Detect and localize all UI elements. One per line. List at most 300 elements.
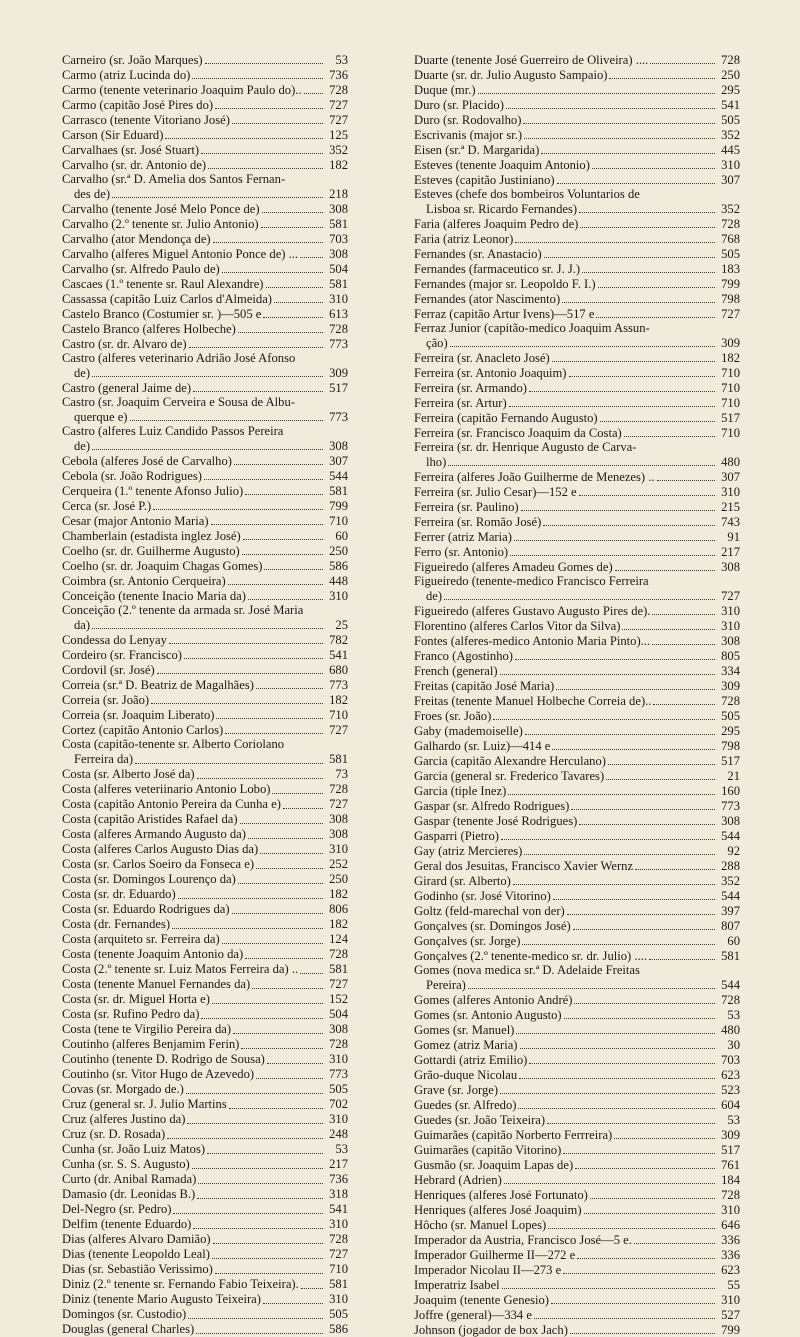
entry-text: Costa (sr. Rufino Pedro da) bbox=[62, 1007, 200, 1022]
page-number: 710 bbox=[721, 396, 740, 411]
dot-leader bbox=[649, 945, 715, 960]
dot-leader bbox=[548, 1214, 715, 1229]
dot-leader bbox=[657, 466, 715, 481]
page-number: 727 bbox=[329, 723, 348, 738]
entry-text-continuation: querque e) bbox=[74, 410, 128, 425]
dot-leader bbox=[518, 1094, 715, 1109]
entry-text: Gomes (sr. Antonio Augusto) bbox=[414, 1008, 562, 1023]
page-number: 623 bbox=[721, 1068, 740, 1083]
entry-text: Costa (alferes Armando Augusto da) bbox=[62, 827, 246, 842]
entry-text: Fernandes (major sr. Leopoldo F. I.) bbox=[414, 277, 596, 291]
entry-text: Diniz (tenente Mario Augusto Teixeira) bbox=[62, 1292, 261, 1307]
entry-text: Ferreira (sr. Francisco Joaquim da Costa) bbox=[414, 426, 622, 441]
entry-text: Correia (sr. Joaquim Liberato) bbox=[62, 708, 215, 723]
entry-text: Dias (alferes Alvaro Damião) bbox=[62, 1232, 211, 1247]
page-number: 768 bbox=[721, 232, 740, 246]
dot-leader bbox=[579, 198, 715, 213]
dot-leader bbox=[172, 914, 323, 929]
dot-leader bbox=[232, 899, 323, 914]
page-number: 336 bbox=[721, 1248, 740, 1263]
entry-line bbox=[62, 1322, 348, 1337]
entry-text: French (general) bbox=[414, 664, 498, 679]
entry-text: Coutinho (alferes Benjamim Ferin) bbox=[62, 1037, 240, 1052]
page-number: 727 bbox=[721, 307, 740, 321]
entry-text: Esteves (chefe dos bombeiros Voluntarios de bbox=[414, 187, 640, 201]
page-number: 397 bbox=[721, 904, 740, 919]
entry-text: Ferraz Junior (capitão-medico Joaquim Assun- bbox=[414, 321, 650, 336]
dot-leader bbox=[215, 1259, 323, 1274]
entry-text: Gusmão (sr. Joaquim Lapas de) bbox=[414, 1158, 574, 1173]
page-number: 710 bbox=[721, 366, 740, 381]
entry-text: Ferreira (sr. Antonio Joaquim) bbox=[414, 366, 567, 381]
dot-leader bbox=[513, 870, 715, 885]
page-number: 505 bbox=[721, 112, 740, 127]
dot-leader bbox=[598, 273, 715, 288]
page-number: 703 bbox=[721, 1053, 740, 1068]
page-number: 727 bbox=[329, 112, 348, 127]
entry-text: Coutinho (sr. Vitor Hugo de Azevedo) bbox=[62, 1067, 255, 1082]
entry-text: Girard (sr. Alberto) bbox=[414, 874, 511, 889]
entry-text: Cordeiro (sr. Francisco) bbox=[62, 648, 182, 663]
page-number: 336 bbox=[721, 1233, 740, 1248]
dot-leader bbox=[216, 704, 323, 719]
page-number: 773 bbox=[329, 1067, 348, 1082]
entry-text: Costa (alferes veteriinario Antonio Lobo) bbox=[62, 782, 271, 797]
page-number: 53 bbox=[727, 1008, 740, 1023]
entry-text: Conceição (tenente Inacio Maria da) bbox=[62, 589, 246, 604]
entry-text: Florentino (alferes Carlos Vitor da Silva) bbox=[414, 619, 621, 634]
entry-text: Carrasco (tenente Vitoriano José) bbox=[62, 112, 230, 127]
dot-leader bbox=[243, 525, 323, 540]
dot-leader bbox=[193, 1214, 323, 1229]
entry-text: Imperador Nicolau II—273 e bbox=[414, 1263, 562, 1278]
dot-leader bbox=[543, 511, 715, 526]
dot-leader bbox=[653, 690, 715, 705]
page-number: 480 bbox=[721, 1023, 740, 1038]
dot-leader bbox=[504, 1169, 715, 1184]
page-number: 728 bbox=[329, 1232, 348, 1247]
dot-leader bbox=[187, 1109, 323, 1124]
page-number: 728 bbox=[329, 1037, 348, 1052]
dot-leader bbox=[569, 362, 716, 377]
entry-text: Duque (mr.) bbox=[414, 82, 476, 97]
entry-text: Cebola (alferes José de Carvalho) bbox=[62, 454, 232, 469]
dot-leader bbox=[233, 1019, 323, 1034]
dot-leader bbox=[506, 94, 715, 109]
page-number: 334 bbox=[721, 664, 740, 679]
index-entry bbox=[62, 157, 348, 172]
entry-text-continuation: de) bbox=[74, 439, 91, 454]
dot-leader bbox=[256, 1064, 323, 1079]
dot-leader bbox=[112, 183, 323, 198]
page-number: 318 bbox=[329, 1187, 348, 1202]
dot-leader bbox=[184, 644, 323, 659]
entry-text: Hebrard (Adrien) bbox=[414, 1173, 502, 1188]
entry-text: Hôcho (sr. Manuel Lopes) bbox=[414, 1218, 547, 1233]
index-entry bbox=[62, 1322, 348, 1337]
dot-leader bbox=[520, 1034, 716, 1049]
entry-text-continuation: de) bbox=[426, 589, 443, 604]
dot-leader bbox=[508, 780, 715, 795]
page-number: 310 bbox=[329, 589, 348, 604]
entry-text: Faria (atriz Leonor) bbox=[414, 232, 514, 246]
page-number: 544 bbox=[721, 829, 740, 844]
entry-line bbox=[62, 380, 348, 395]
dot-leader bbox=[614, 1124, 715, 1139]
entry-text: Costa (tenente Manuel Fernandes da) bbox=[62, 977, 251, 992]
entry-line bbox=[62, 157, 348, 172]
dot-leader bbox=[615, 556, 715, 571]
dot-leader bbox=[245, 944, 323, 959]
page-number: 308 bbox=[329, 439, 348, 454]
page-number: 308 bbox=[329, 202, 348, 216]
dot-leader bbox=[609, 64, 715, 79]
entry-text: Froes (sr. João) bbox=[414, 709, 492, 724]
page-number: 798 bbox=[721, 292, 740, 306]
dot-leader bbox=[521, 496, 715, 511]
page-number: 309 bbox=[721, 1128, 740, 1143]
dot-leader bbox=[493, 705, 715, 720]
dot-leader bbox=[525, 720, 715, 735]
index-entry bbox=[62, 722, 348, 737]
dot-leader bbox=[563, 1139, 715, 1154]
dot-leader bbox=[444, 585, 715, 600]
entry-text: Garcia (tiple Inez) bbox=[414, 784, 507, 799]
entry-text: Henriques (alferes José Joaquim) bbox=[414, 1203, 582, 1218]
dot-leader bbox=[272, 779, 323, 794]
page-number: 250 bbox=[329, 872, 348, 887]
dot-leader bbox=[575, 1154, 715, 1169]
page-number: 308 bbox=[721, 814, 740, 829]
dot-leader bbox=[500, 660, 715, 675]
page-number: 248 bbox=[329, 1127, 348, 1142]
index-entry bbox=[62, 380, 348, 395]
entry-text: Costa (arquiteto sr. Ferreira da) bbox=[62, 932, 220, 947]
dot-leader bbox=[606, 765, 715, 780]
dot-leader bbox=[300, 243, 323, 258]
entry-text-continuation: Lisboa sr. Ricardo Fernandes) bbox=[426, 202, 578, 216]
entry-text: Cesar (major Antonio Maria) bbox=[62, 514, 209, 529]
page-number: 517 bbox=[721, 754, 740, 769]
page-number: 310 bbox=[329, 292, 348, 306]
dot-leader bbox=[468, 974, 715, 989]
page-number: 728 bbox=[329, 782, 348, 797]
page-number: 448 bbox=[329, 574, 348, 589]
page-number: 480 bbox=[721, 455, 740, 470]
entry-text: Cascaes (1.º tenente sr. Raul Alexandre) bbox=[62, 277, 264, 291]
entry-text: Ferreira (sr. Artur) bbox=[414, 396, 507, 411]
page-number: 805 bbox=[721, 649, 740, 664]
page-number: 91 bbox=[727, 530, 740, 545]
dot-leader bbox=[92, 362, 323, 377]
page-number: 504 bbox=[329, 1007, 348, 1022]
entry-text: Gonçalves (sr. Domingos José) bbox=[414, 919, 571, 934]
dot-leader bbox=[252, 974, 323, 989]
entry-text: Duarte (sr. dr. Julio Augusto Sampaio) bbox=[414, 67, 608, 82]
dot-leader bbox=[167, 1124, 323, 1139]
page-number: 646 bbox=[721, 1218, 740, 1233]
page-number: 761 bbox=[721, 1158, 740, 1173]
page-number: 182 bbox=[329, 693, 348, 708]
entry-text: Castro (alferes veterinario Adrião José Afonso bbox=[62, 351, 296, 366]
page-number: 310 bbox=[721, 1293, 740, 1308]
dot-leader bbox=[573, 915, 715, 930]
dot-leader bbox=[222, 258, 323, 273]
page-number: 581 bbox=[329, 1277, 348, 1292]
dot-leader bbox=[92, 614, 323, 629]
entry-text: Gottardi (atriz Emilio) bbox=[414, 1053, 528, 1068]
dot-leader bbox=[582, 258, 715, 273]
entry-text: Fernandes (ator Nascimento) bbox=[414, 292, 561, 306]
entry-text: Cebola (sr. João Rodrigues) bbox=[62, 469, 202, 484]
dot-leader bbox=[650, 49, 715, 64]
page-number: 152 bbox=[329, 992, 348, 1007]
dot-leader bbox=[590, 1184, 715, 1199]
page-number: 581 bbox=[329, 277, 348, 291]
dot-leader bbox=[510, 541, 715, 556]
dot-leader bbox=[261, 213, 323, 228]
entry-text: Goltz (feld-marechal von der) bbox=[414, 904, 565, 919]
dot-leader bbox=[523, 109, 715, 124]
dot-leader bbox=[574, 989, 715, 1004]
dot-leader bbox=[266, 273, 324, 288]
entry-text: Escrivanis (major sr.) bbox=[414, 127, 523, 142]
page-number: 124 bbox=[329, 932, 348, 947]
page-number: 352 bbox=[329, 142, 348, 157]
dot-leader bbox=[196, 1319, 323, 1334]
entry-text: Del-Negro (sr. Pedro) bbox=[62, 1202, 172, 1217]
page-number: 308 bbox=[329, 1022, 348, 1037]
entry-text: Guedes (sr. Alfredo) bbox=[414, 1098, 517, 1113]
entry-text: Diniz (2.º tenente sr. Fernando Fabio Teixeira). bbox=[62, 1277, 299, 1292]
entry-text: Correia (sr.ª D. Beatriz de Magalhães) bbox=[62, 678, 254, 693]
dot-leader bbox=[652, 600, 715, 615]
index-entry bbox=[414, 948, 740, 963]
entry-text: Fernandes (sr. Anastacio) bbox=[414, 247, 542, 261]
page-number: 92 bbox=[727, 844, 740, 859]
page-number: 53 bbox=[335, 1142, 348, 1157]
entry-text: Costa (sr. dr. Eduardo) bbox=[62, 887, 176, 902]
entry-line bbox=[62, 588, 348, 603]
dot-leader bbox=[135, 749, 323, 764]
dot-leader bbox=[635, 855, 715, 870]
dot-leader bbox=[596, 303, 715, 318]
dot-leader bbox=[267, 1049, 323, 1064]
page-number: 799 bbox=[721, 1323, 740, 1337]
page-number: 310 bbox=[721, 604, 740, 619]
page-number: 25 bbox=[335, 618, 348, 633]
dot-leader bbox=[563, 1259, 715, 1274]
entry-text: Castro (general Jaime de) bbox=[62, 381, 192, 396]
entry-text: Duarte (tenente José Guerreiro de Oliveira) .... bbox=[414, 52, 649, 67]
entry-text: Ferrer (atriz Maria) bbox=[414, 530, 512, 545]
dot-leader bbox=[524, 124, 715, 139]
entry-text: Garcia (capitão Alexandre Herculano) bbox=[414, 754, 606, 769]
entry-text: Henriques (alferes José Fortunato) bbox=[414, 1188, 588, 1203]
entry-text: Carvalho (ator Mendonça de) bbox=[62, 232, 211, 246]
entry-text: Ferro (sr. Antonio) bbox=[414, 545, 509, 560]
dot-leader bbox=[192, 64, 323, 79]
dot-leader bbox=[211, 510, 323, 525]
dot-leader bbox=[157, 659, 323, 674]
dot-leader bbox=[501, 825, 715, 840]
index-entry bbox=[62, 351, 348, 380]
entry-text: Costa (capitão Aristides Rafael da) bbox=[62, 812, 238, 827]
dot-leader bbox=[238, 869, 323, 884]
index-column-right bbox=[414, 52, 740, 1337]
page-number: 541 bbox=[329, 1202, 348, 1217]
page-number: 505 bbox=[329, 1307, 348, 1322]
entry-text: Costa (capitão-tenente sr. Alberto Coriolano bbox=[62, 737, 285, 752]
page-number: 310 bbox=[329, 1052, 348, 1067]
entry-text: Cerqueira (1.º tenente Afonso Julio) bbox=[62, 484, 244, 499]
index-entry bbox=[414, 963, 740, 992]
entry-text: Carson (Sir Eduard) bbox=[62, 127, 164, 142]
page-number: 799 bbox=[329, 499, 348, 514]
dot-leader bbox=[262, 198, 323, 213]
page-number: 53 bbox=[335, 52, 348, 67]
index-entry bbox=[414, 574, 740, 603]
page-number: 728 bbox=[329, 82, 348, 97]
dot-leader bbox=[229, 1094, 323, 1109]
entry-line bbox=[62, 722, 348, 737]
dot-leader bbox=[228, 570, 323, 585]
entry-text: Cruz (general sr. J. Julio Martins bbox=[62, 1097, 227, 1112]
entry-line bbox=[414, 172, 740, 187]
index-entry bbox=[62, 603, 348, 632]
index-entry bbox=[62, 588, 348, 603]
entry-text: Conceição (2.º tenente da armada sr. José Maria bbox=[62, 603, 304, 618]
page-number: 182 bbox=[329, 887, 348, 902]
index-entry bbox=[62, 395, 348, 424]
entry-text: Esteves (capitão Justiniano) bbox=[414, 172, 555, 187]
dot-leader bbox=[232, 109, 323, 124]
entry-text: Figueiredo (tenente-medico Francisco Ferreira bbox=[414, 574, 649, 589]
dot-leader bbox=[522, 930, 715, 945]
dot-leader bbox=[189, 333, 323, 348]
page-number: 308 bbox=[329, 247, 348, 261]
dot-leader bbox=[198, 1169, 323, 1184]
entry-text: Cruz (alferes Justino da) bbox=[62, 1112, 186, 1127]
entry-text: Gasparri (Pietro) bbox=[414, 829, 499, 844]
index-entry bbox=[414, 172, 740, 187]
entry-text-continuation: des de) bbox=[74, 187, 111, 201]
page-number: 727 bbox=[329, 1247, 348, 1262]
page-number: 710 bbox=[721, 381, 740, 396]
dot-leader bbox=[201, 1004, 323, 1019]
index-entry bbox=[414, 321, 740, 350]
entry-text: Covas (sr. Morgado de.) bbox=[62, 1082, 184, 1097]
page-number: 60 bbox=[335, 529, 348, 544]
entry-text: Gay (atriz Mercieres) bbox=[414, 844, 523, 859]
page-number: 728 bbox=[721, 217, 740, 231]
page-number: 807 bbox=[721, 919, 740, 934]
page-number: 523 bbox=[721, 1083, 740, 1098]
entry-text: Franco (Agostinho) bbox=[414, 649, 513, 664]
entry-text: Carvalho (sr.ª D. Amelia dos Santos Fernan- bbox=[62, 172, 286, 186]
page-number: 736 bbox=[329, 67, 348, 82]
dot-leader bbox=[524, 840, 715, 855]
page-number: 581 bbox=[721, 949, 740, 964]
entry-text: Guedes (sr. João Teixeira) bbox=[414, 1113, 546, 1128]
entry-text: Joffre (general)—334 e bbox=[414, 1308, 532, 1323]
entry-text: Godinho (sr. José Vitorino) bbox=[414, 889, 551, 904]
page-number: 445 bbox=[721, 142, 740, 157]
entry-text: Cassassa (capitão Luiz Carlos d'Almeida) bbox=[62, 292, 273, 306]
entry-text: Garcia (general sr. Frederico Tavares) bbox=[414, 769, 605, 784]
entry-line bbox=[62, 409, 348, 424]
entry-text: Imperador da Austria, Francisco José—5 e. bbox=[414, 1233, 632, 1248]
entry-text: Domingos (sr. Custodio) bbox=[62, 1307, 187, 1322]
page-number: 352 bbox=[721, 127, 740, 142]
entry-text: Cruz (sr. D. Rosada) bbox=[62, 1127, 166, 1142]
dot-leader bbox=[263, 303, 323, 318]
page-number: 541 bbox=[721, 97, 740, 112]
page-number: 727 bbox=[329, 797, 348, 812]
entry-text: Guimarães (capitão Vitorino) bbox=[414, 1143, 562, 1158]
dot-leader bbox=[234, 450, 323, 465]
dot-leader bbox=[153, 495, 323, 510]
entry-text-continuation: da) bbox=[74, 618, 91, 633]
dot-leader bbox=[592, 154, 715, 169]
entry-text: Coelho (sr. dr. Guilherme Augusto) bbox=[62, 544, 240, 559]
page-number: 544 bbox=[721, 889, 740, 904]
entry-text: Costa (tene te Virgilio Pereira da) bbox=[62, 1022, 232, 1037]
entry-line bbox=[414, 425, 740, 440]
page-number: 728 bbox=[329, 322, 348, 336]
page-number: 581 bbox=[329, 484, 348, 499]
page-number: 727 bbox=[329, 977, 348, 992]
entry-text: Gomez (atriz Maria) bbox=[414, 1038, 518, 1053]
dot-leader bbox=[301, 1274, 323, 1289]
page-number: 517 bbox=[721, 1143, 740, 1158]
entry-text: Castro (alferes Luiz Candido Passos Pereira bbox=[62, 424, 284, 439]
entry-text-continuation: Ferreira da) bbox=[74, 752, 134, 767]
dot-leader bbox=[242, 540, 323, 555]
entry-text: Gonçalves (2.º tenente-medico sr. dr. Julio) .... bbox=[414, 949, 647, 964]
entry-text: Joaquim (tenente Genesio) bbox=[414, 1293, 549, 1308]
page-number: 217 bbox=[721, 545, 740, 560]
dot-leader bbox=[256, 854, 323, 869]
dot-leader bbox=[562, 288, 715, 303]
dot-leader bbox=[208, 154, 323, 169]
index-column-left bbox=[62, 52, 348, 1337]
page-number: 308 bbox=[721, 560, 740, 575]
page-number: 710 bbox=[721, 426, 740, 441]
entry-text: Damasio (dr. Leonidas B.) bbox=[62, 1187, 196, 1202]
dot-leader bbox=[304, 79, 323, 94]
page-number: 60 bbox=[727, 934, 740, 949]
page-number: 215 bbox=[721, 500, 740, 515]
dot-leader bbox=[256, 674, 323, 689]
entry-text: Carmo (tenente veterinario Joaquim Paulo do).. bbox=[62, 82, 302, 97]
page-number: 773 bbox=[329, 410, 348, 425]
entry-text: Cordovil (sr. José) bbox=[62, 663, 155, 678]
dot-leader bbox=[213, 228, 323, 243]
entry-text: Faria (alferes Joaquim Pedro de) bbox=[414, 217, 579, 231]
page-number: 217 bbox=[329, 1157, 348, 1172]
entry-text: Ferreira (sr. dr. Henrique Augusto de Carva- bbox=[414, 440, 637, 455]
entry-text: Ferreira (sr. Paulino) bbox=[414, 500, 519, 515]
index-entry bbox=[62, 172, 348, 201]
dot-leader bbox=[448, 451, 715, 466]
entry-text: Esteves (tenente Joaquim Antonio) bbox=[414, 157, 590, 172]
entry-text-continuation: lho) bbox=[426, 455, 447, 470]
entry-text: Coutinho (tenente D. Rodrigo de Sousa) bbox=[62, 1052, 265, 1067]
dot-leader bbox=[622, 615, 715, 630]
page-number: 183 bbox=[721, 262, 740, 276]
page-number: 125 bbox=[329, 127, 348, 142]
